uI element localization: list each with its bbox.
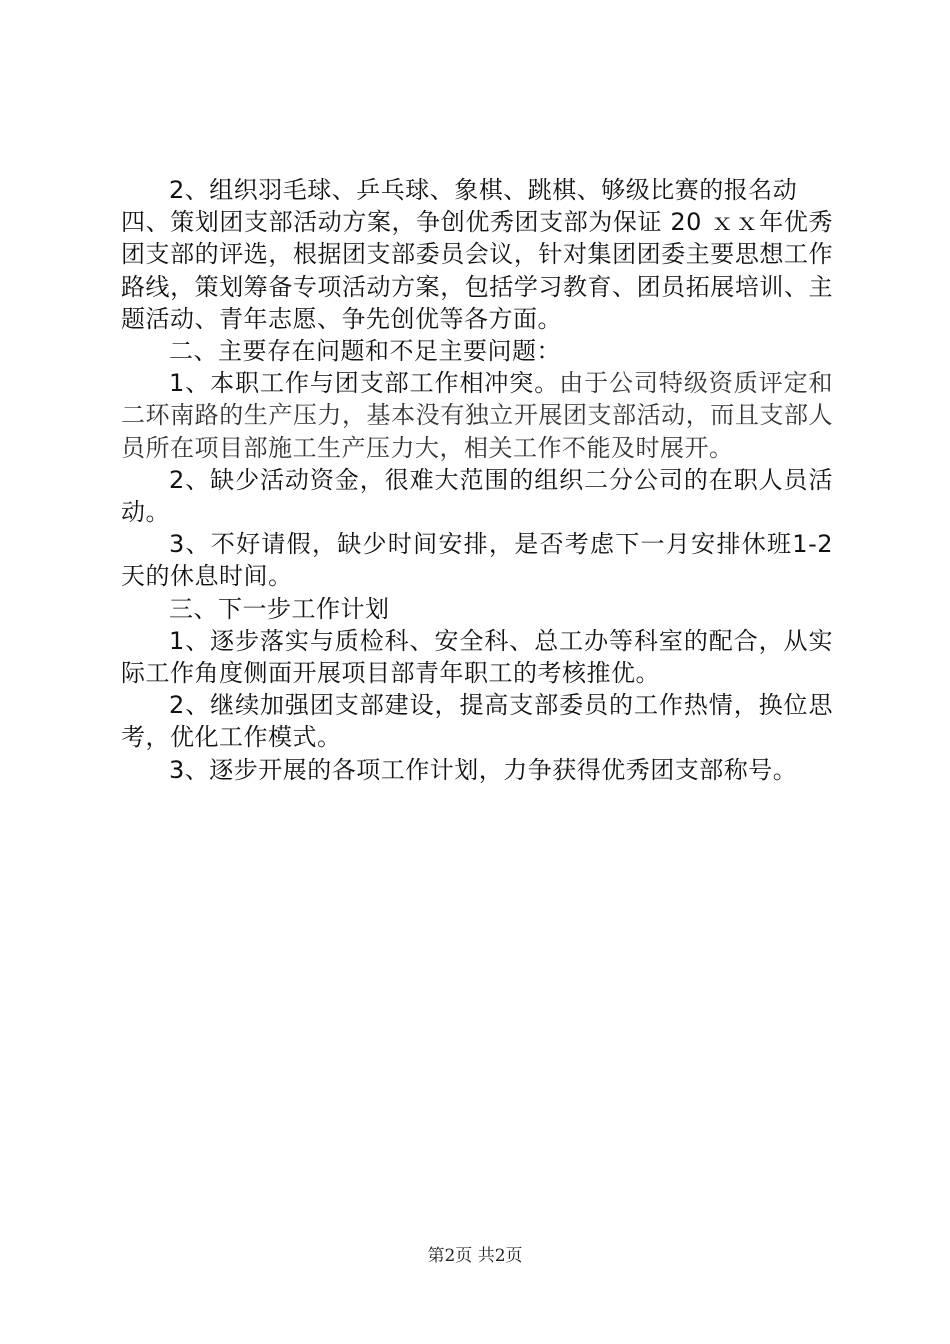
- paragraph-plan-branch: 四、策划团支部活动方案，争创优秀团支部为保证 20 ｘｘ年优秀团支部的评选，根据团支部委员会议，针对集团团委主要思想工作路线，策划筹备专项活动方案，包括学习教育、团员拓展培训、主题活动、青年志愿、争先创优等各方面。: [121, 208, 833, 333]
- heading-next-plan: 三、下一步工作计划: [169, 594, 390, 623]
- paragraph-problem-1: [121, 367, 833, 464]
- paragraph-plan-2: 2、继续加强团支部建设，提高支部委员的工作热情，换位思考，优化工作模式。: [121, 691, 833, 752]
- heading-problems: 二、主要存在问题和不足主要问题：: [169, 337, 561, 366]
- paragraph-problem-3: 3、不好请假，缺少时间安排，是否考虑下一月安排休班1-2 天的休息时间。: [121, 530, 833, 591]
- problem-1-detail: 由于公司特级资质评定和二环南路的生产压力，基本没有独立开展团支部活动，而且支部人员所在项目部施工生产压力大，相关工作不能及时展开。: [121, 369, 834, 462]
- paragraph-plan-1: 1、逐步落实与质检科、安全科、总工办等科室的配合，从实际工作角度侧面开展项目部青年职工的考核推优。: [121, 626, 833, 688]
- page-number-footer: 第2页 共2页: [427, 1246, 523, 1266]
- paragraph-problem-2: 2、缺少活动资金，很难大范围的组织二分公司的在职人员活动。: [121, 465, 833, 527]
- paragraph-plan-3: 3、逐步开展的各项工作计划，力争获得优秀团支部称号。: [169, 755, 798, 784]
- problem-1-lead: 1、本职工作与团支部工作相冲突。: [169, 369, 560, 398]
- paragraph-activities: 2、组织羽毛球、乒乓球、象棋、跳棋、够级比赛的报名动: [169, 176, 798, 204]
- document-body: [121, 174, 833, 786]
